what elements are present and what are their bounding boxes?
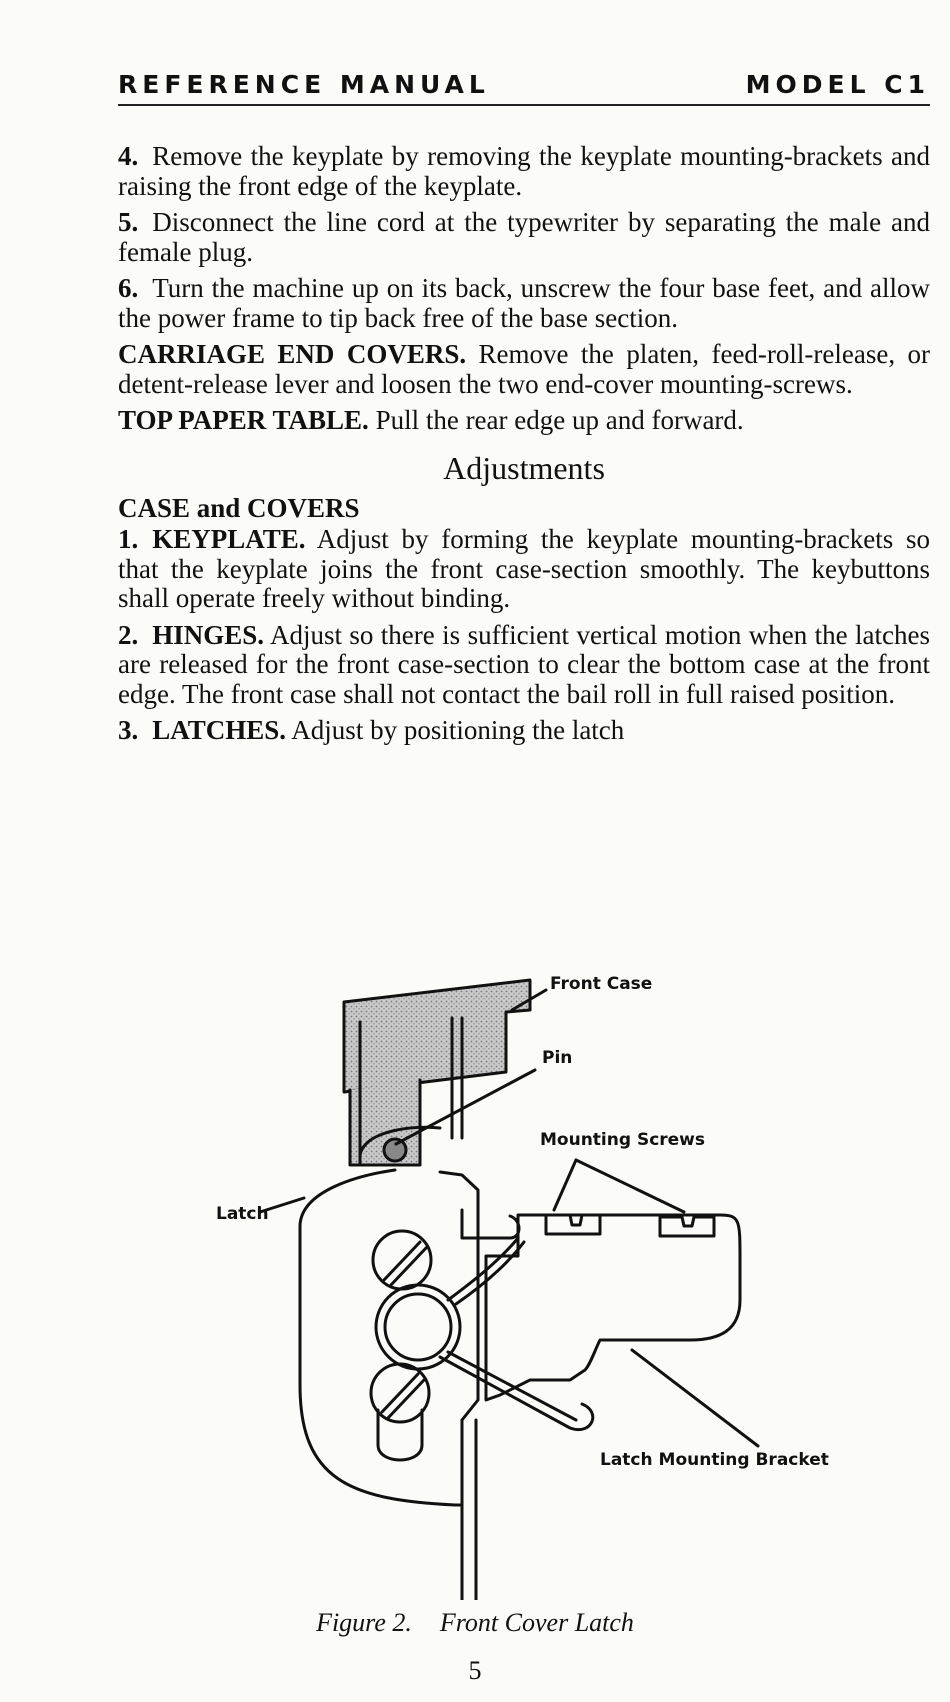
adjust-hinges	[118, 621, 930, 710]
front-case-shape	[344, 980, 530, 1092]
top-paper-table	[118, 406, 930, 436]
item-text: Adjust by positioning the latch	[286, 715, 625, 745]
item-number: 1.	[118, 524, 139, 554]
body-text	[118, 142, 930, 753]
latch-shape	[300, 1170, 478, 1505]
caption-title: Front Cover Latch	[439, 1608, 634, 1637]
label-front-case: Front Case	[550, 974, 653, 994]
step-text: Disconnect the line cord at the typewriter by separating the male and female plug.	[118, 207, 930, 267]
label-mounting-screws: Mounting Screws	[540, 1130, 706, 1150]
adjust-keyplate	[118, 525, 930, 614]
step-6	[118, 274, 930, 333]
item-text: Adjust by forming the keyplate mounting-brackets so that the keyplate joins the front case-section smoothly. The keybuttons shall operate freely without binding.	[118, 524, 930, 613]
item-number: 3.	[118, 715, 139, 745]
latch-diagram	[200, 960, 820, 1600]
step-5	[118, 208, 930, 267]
label-latch: Latch	[216, 1204, 269, 1224]
paper-table-title: TOP PAPER TABLE.	[118, 405, 369, 435]
item-number: 2.	[118, 619, 139, 650]
carriage-end-covers	[118, 340, 930, 399]
item-title: HINGES.	[152, 619, 265, 650]
paper-table-text: Pull the rear edge up and forward.	[368, 405, 744, 435]
figure-caption	[0, 1608, 950, 1638]
subhead: CASE and COVERS	[118, 492, 360, 523]
section-title: Adjustments	[443, 449, 605, 486]
label-pin: Pin	[542, 1048, 573, 1068]
step-number: 5.	[118, 207, 139, 237]
step-number: 4.	[118, 141, 139, 171]
mounting-screw-left	[546, 1215, 600, 1234]
caption-number: Figure 2.	[316, 1608, 412, 1637]
carriage-text: Remove the platen, feed-roll-release, or detent-release lever and loosen the two end-cover mounting-screws.	[118, 339, 930, 399]
item-text: Adjust so there is sufficient vertical motion when the latches are released for the front case-section to clear the bottom case at the front edge. The front case shall not contact the bail roll in full raised position.	[118, 619, 930, 709]
item-title: LATCHES.	[152, 715, 287, 745]
step-text: Turn the machine up on its back, unscrew the four base feet, and allow the power frame to tip back free of the base section.	[118, 273, 930, 333]
header-rule	[118, 104, 930, 106]
label-latch-mounting-bracket: Latch Mounting Bracket	[600, 1450, 829, 1470]
step-4	[118, 142, 930, 201]
header-model: MODEL C1	[745, 70, 930, 99]
carriage-title: CARRIAGE END COVERS.	[118, 339, 467, 369]
step-number: 6.	[118, 273, 139, 303]
pin-shape	[384, 1139, 406, 1161]
running-head	[118, 70, 930, 106]
latch-figure	[200, 960, 829, 1600]
spring-coil	[376, 1285, 460, 1369]
adjust-latches	[118, 716, 930, 746]
mounting-screw-right	[660, 1217, 714, 1236]
header-title: REFERENCE MANUAL	[118, 70, 490, 99]
step-text: Remove the keyplate by removing the keyplate mounting-brackets and raising the front edge of the keyplate.	[118, 141, 930, 201]
page-number: 5	[468, 1656, 482, 1685]
item-title: KEYPLATE.	[152, 524, 306, 554]
latch-stem	[462, 1420, 476, 1600]
